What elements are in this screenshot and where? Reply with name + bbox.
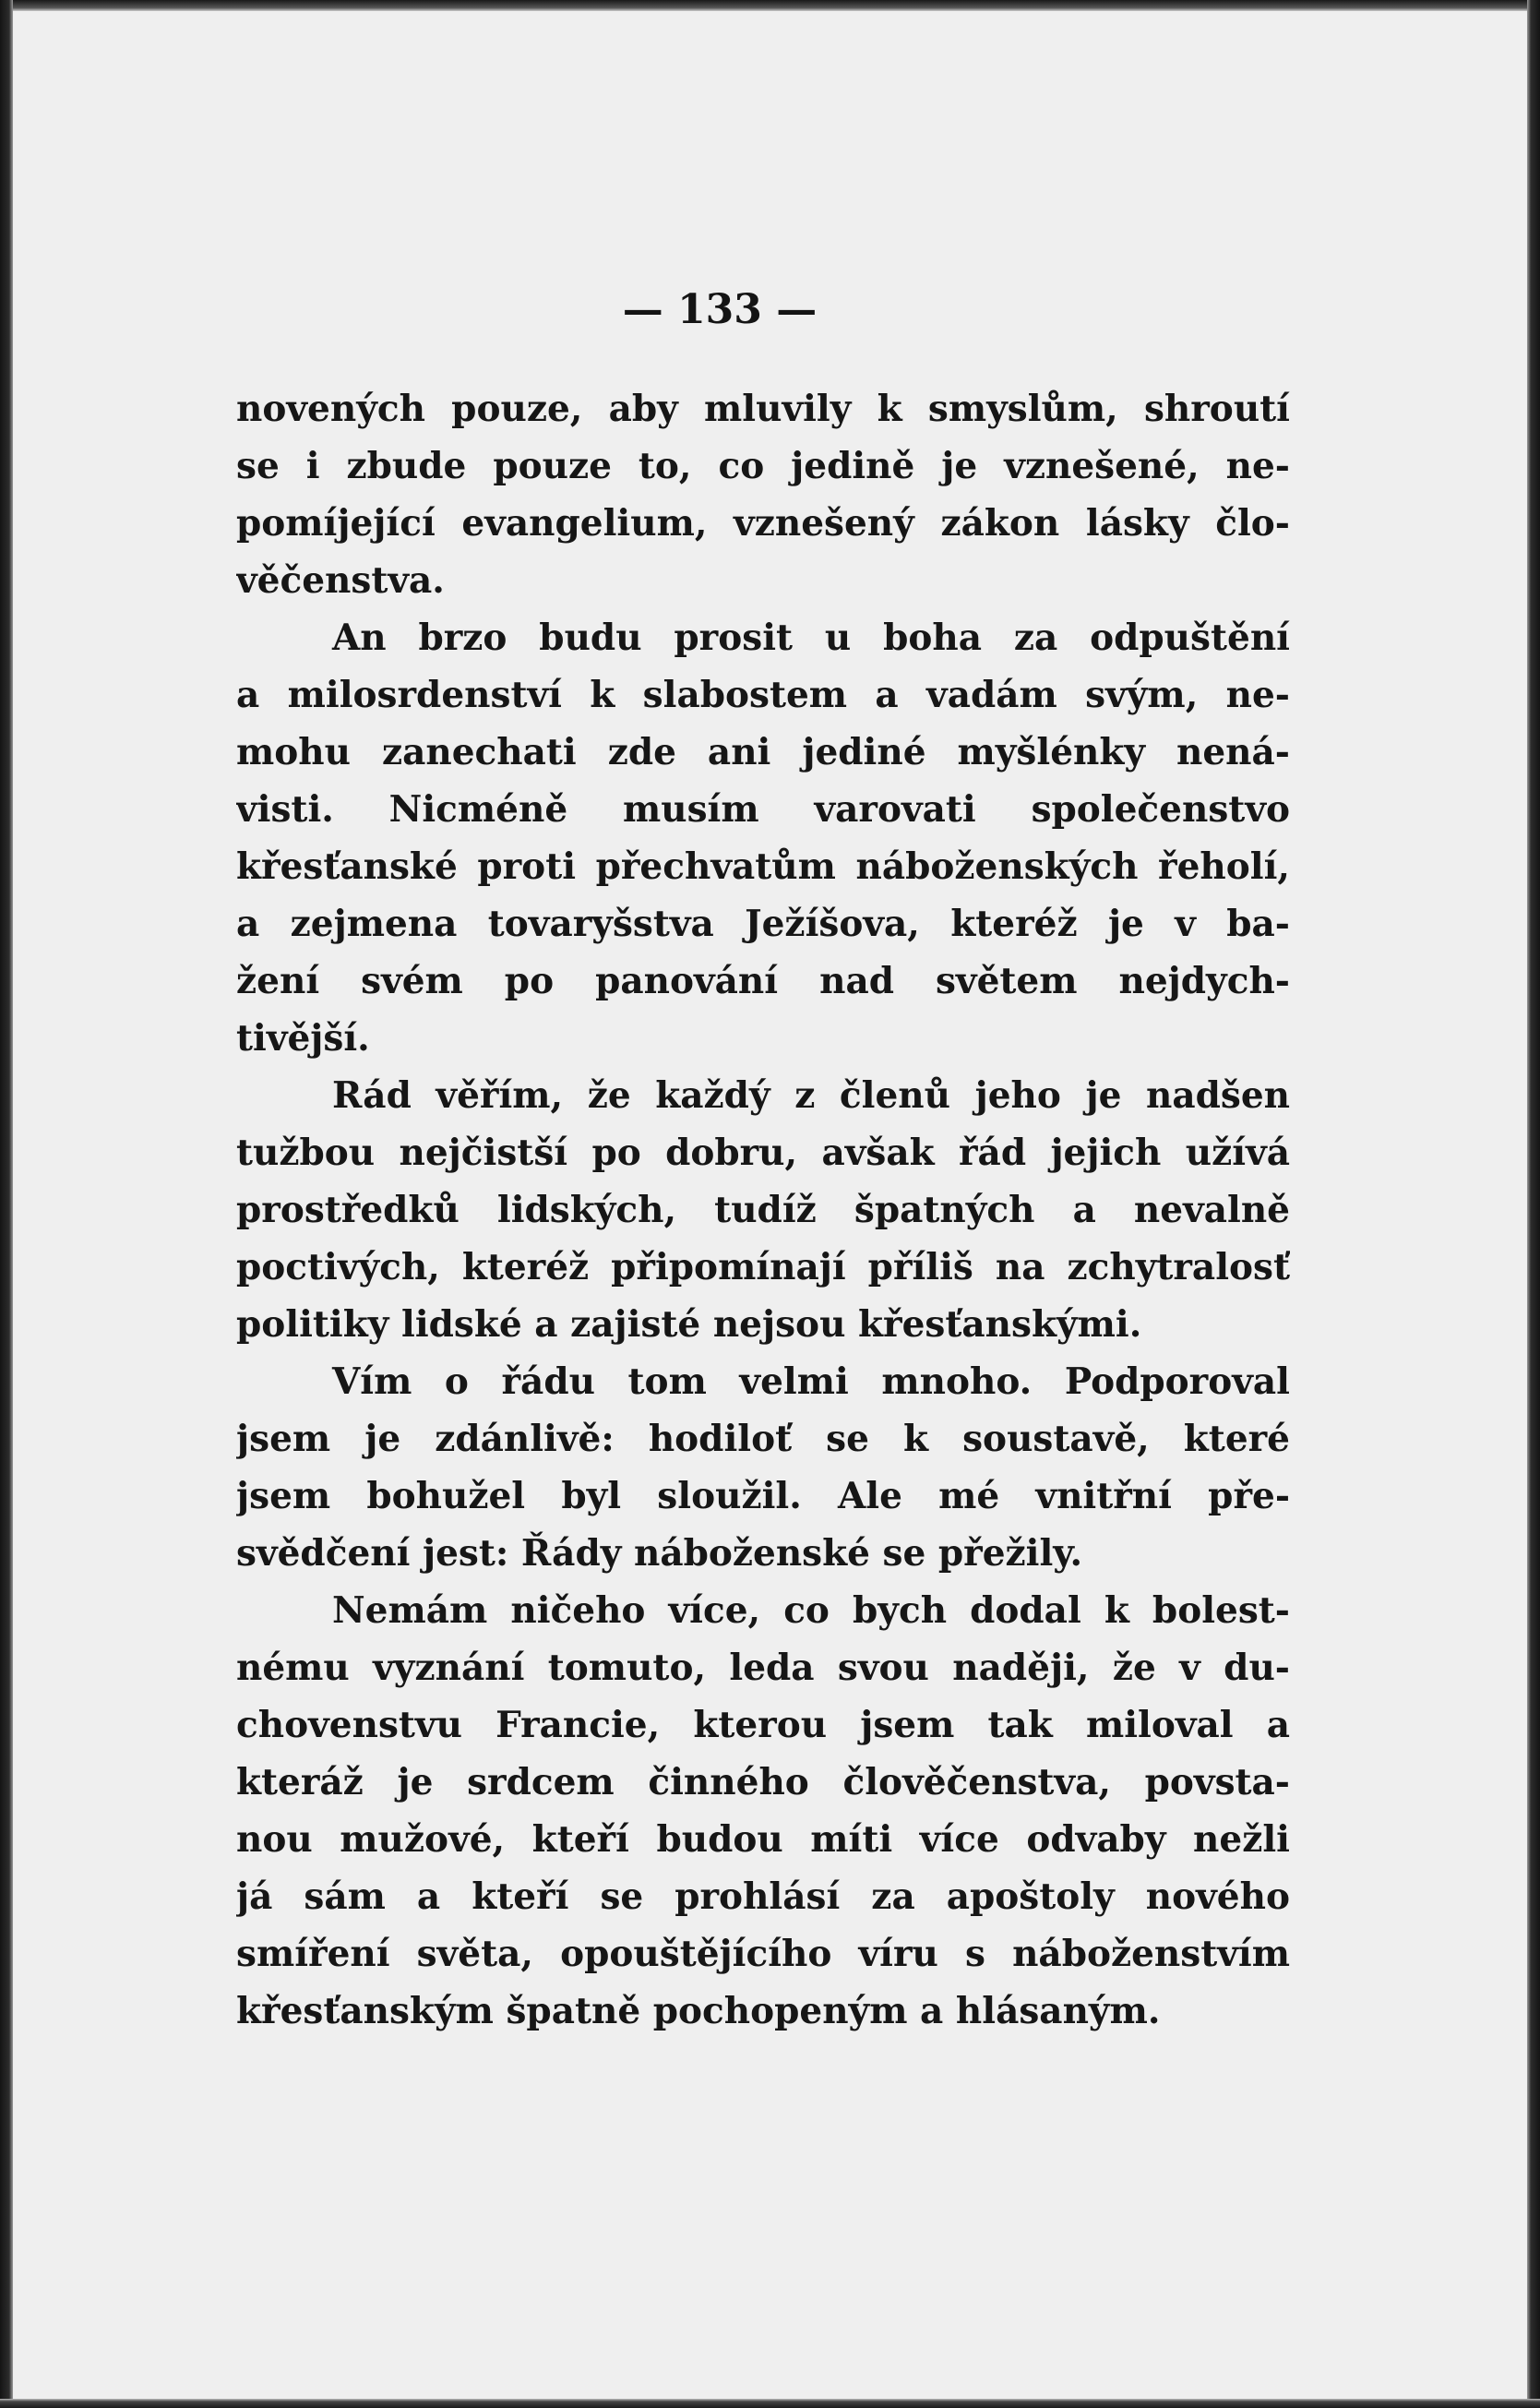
text-line: Vím o řádu tom velmi mnoho. Podporoval (332, 1360, 1290, 1403)
text-line: svědčení jest: Řády náboženské se přežily. (236, 1532, 1083, 1575)
text-line: křesťanským špatně pochopeným a hlásaným. (236, 1990, 1161, 2032)
text-line: se i zbude pouze to, co jedině je vznešené, ne- (236, 445, 1290, 487)
text-line: prostředků lidských, tudíž špatných a nevalně (236, 1189, 1290, 1231)
text-line: nou mužové, kteří budou míti více odvaby nežli (236, 1818, 1290, 1861)
text-line: pomíjející evangelium, vznešený zákon lásky člo- (236, 502, 1290, 545)
text-line: mohu zanechati zde ani jediné myšlénky nená- (236, 731, 1290, 773)
text-line: novených pouze, aby mluvily k smyslům, shroutí (236, 388, 1290, 430)
text-line: a milosrdenství k slabostem a vadám svým, ne- (236, 674, 1290, 716)
text-line: kteráž je srdcem činného člověčenstva, povsta- (236, 1761, 1290, 1803)
text-line: křesťanské proti přechvatům náboženských řeholí, (236, 845, 1290, 888)
text-line: tivější. (236, 1017, 370, 1060)
text-line: poctivých, kteréž připomínají příliš na zchytralosť (236, 1246, 1290, 1288)
text-line: politiky lidské a zajisté nejsou křesťanskými. (236, 1303, 1142, 1346)
scan-edge-left (0, 0, 13, 2408)
scan-edge-top (0, 0, 1540, 11)
text-line: tužbou nejčistší po dobru, avšak řád jejich užívá (236, 1132, 1290, 1174)
text-line: chovenstvu Francie, kterou jsem tak miloval a (236, 1704, 1290, 1746)
text-line: a zejmena tovaryšstva Ježíšova, kteréž je v ba- (236, 903, 1290, 945)
text-line: jsem je zdánlivě: hodiloť se k soustavě, které (236, 1418, 1290, 1460)
text-line: Rád věřím, že každý z členů jeho je nadšen (332, 1074, 1290, 1117)
body-text (236, 380, 1290, 2040)
text-line: jsem bohužel byl sloužil. Ale mé vnitřní pře- (236, 1475, 1290, 1517)
text-line: smíření světa, opouštějícího víru s náboženstvím (236, 1933, 1290, 1975)
text-line: já sám a kteří se prohlásí za apoštoly nového (236, 1875, 1290, 1918)
text-line: An brzo budu prosit u boha za odpuštění (332, 617, 1290, 659)
text-line: Nemám ničeho více, co bych dodal k bolest- (332, 1589, 1290, 1632)
scan-edge-right (1527, 0, 1540, 2408)
page-number: — 133 — (622, 286, 818, 333)
text-line: žení svém po panování nad světem nejdych- (236, 960, 1290, 1002)
text-line: nému vyznání tomuto, leda svou naději, že v du- (236, 1647, 1290, 1689)
scan-edge-bottom (0, 2399, 1540, 2408)
text-line: věčenstva. (236, 559, 445, 602)
text-line: visti. Nicméně musím varovati společenstvo (236, 788, 1290, 831)
